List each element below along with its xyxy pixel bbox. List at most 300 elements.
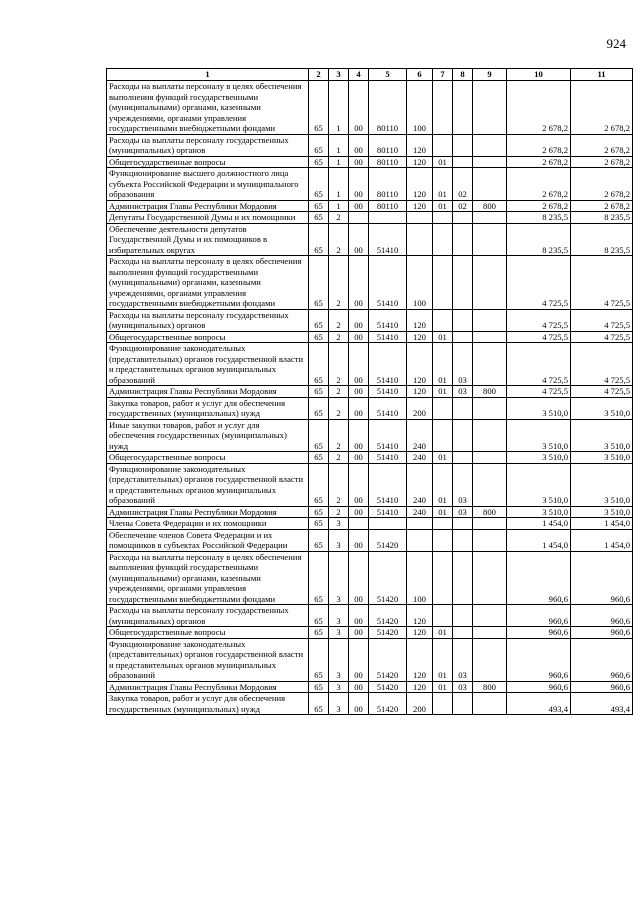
row-cell-col2: 65 — [309, 693, 329, 715]
row-cell-col9: 800 — [473, 506, 507, 518]
row-name-cell: Администрация Главы Республики Мордовия — [107, 506, 309, 518]
table-row — [107, 256, 633, 310]
row-cell-col8 — [453, 529, 473, 551]
row-cell-col4: 00 — [349, 331, 369, 343]
column-header-4: 4 — [349, 69, 369, 81]
row-cell-col7 — [433, 134, 453, 156]
row-cell-col4: 00 — [349, 605, 369, 627]
row-name-cell: Администрация Главы Республики Мордовия — [107, 681, 309, 693]
row-cell-col6: 120 — [407, 343, 433, 386]
row-cell-col8 — [453, 551, 473, 605]
row-cell-col5: 51420 — [369, 627, 407, 639]
row-cell-col10: 4 725,5 — [507, 331, 571, 343]
row-cell-col5: 51410 — [369, 309, 407, 331]
row-cell-col5: 80110 — [369, 168, 407, 201]
table-row — [107, 200, 633, 212]
row-cell-col8 — [453, 134, 473, 156]
row-cell-col6 — [407, 212, 433, 224]
row-cell-col11: 2 678,2 — [571, 81, 633, 135]
row-cell-col8 — [453, 256, 473, 310]
row-cell-col4: 00 — [349, 343, 369, 386]
table-row — [107, 331, 633, 343]
row-cell-col9: 800 — [473, 200, 507, 212]
row-cell-col4: 00 — [349, 134, 369, 156]
row-cell-col8: 03 — [453, 386, 473, 398]
row-cell-col4: 00 — [349, 200, 369, 212]
row-cell-col7: 01 — [433, 331, 453, 343]
row-cell-col2: 65 — [309, 168, 329, 201]
row-cell-col3: 3 — [329, 638, 349, 681]
row-cell-col9 — [473, 463, 507, 506]
row-cell-col10: 3 510,0 — [507, 419, 571, 452]
row-cell-col6: 240 — [407, 506, 433, 518]
row-cell-col8 — [453, 223, 473, 256]
row-cell-col10: 3 510,0 — [507, 397, 571, 419]
row-cell-col5: 51410 — [369, 463, 407, 506]
row-cell-col6 — [407, 518, 433, 530]
row-name-cell: Администрация Главы Республики Мордовия — [107, 200, 309, 212]
row-cell-col7: 01 — [433, 168, 453, 201]
row-cell-col8 — [453, 212, 473, 224]
row-cell-col7 — [433, 518, 453, 530]
table-row — [107, 529, 633, 551]
row-cell-col8 — [453, 309, 473, 331]
row-cell-col3: 2 — [329, 256, 349, 310]
row-name-cell: Депутаты Государственной Думы и их помощники — [107, 212, 309, 224]
row-cell-col11: 1 454,0 — [571, 518, 633, 530]
row-name-cell: Функционирование высшего должностного лица субъекта Российской Федерации и муниципального образования — [107, 168, 309, 201]
table-body — [107, 81, 633, 715]
row-cell-col4: 00 — [349, 256, 369, 310]
row-cell-col9 — [473, 223, 507, 256]
row-cell-col11: 2 678,2 — [571, 200, 633, 212]
row-cell-col6: 120 — [407, 309, 433, 331]
row-name-cell: Общегосударственные вопросы — [107, 452, 309, 464]
row-cell-col10: 2 678,2 — [507, 156, 571, 168]
row-cell-col3: 2 — [329, 331, 349, 343]
row-cell-col8: 03 — [453, 506, 473, 518]
row-cell-col7 — [433, 693, 453, 715]
table-row — [107, 463, 633, 506]
row-name-cell: Функционирование законодательных (представительных) органов государственной власти и представительных органов муниципальных образований — [107, 343, 309, 386]
row-cell-col2: 65 — [309, 605, 329, 627]
row-cell-col4: 00 — [349, 223, 369, 256]
row-name-cell: Общегосударственные вопросы — [107, 156, 309, 168]
row-cell-col5: 51410 — [369, 223, 407, 256]
row-cell-col8 — [453, 605, 473, 627]
column-header-2: 2 — [309, 69, 329, 81]
row-cell-col2: 65 — [309, 627, 329, 639]
row-cell-col4: 00 — [349, 529, 369, 551]
row-cell-col9: 800 — [473, 681, 507, 693]
row-cell-col7: 01 — [433, 386, 453, 398]
table-row — [107, 386, 633, 398]
row-name-cell: Закупка товаров, работ и услуг для обеспечения государственных (муниципальных) нужд — [107, 693, 309, 715]
row-cell-col9 — [473, 256, 507, 310]
row-cell-col7 — [433, 605, 453, 627]
row-cell-col8 — [453, 452, 473, 464]
row-cell-col9 — [473, 343, 507, 386]
table-row — [107, 693, 633, 715]
row-cell-col3: 3 — [329, 605, 349, 627]
row-cell-col2: 65 — [309, 134, 329, 156]
row-cell-col7: 01 — [433, 627, 453, 639]
table-row — [107, 134, 633, 156]
row-cell-col8 — [453, 397, 473, 419]
row-cell-col5: 51420 — [369, 529, 407, 551]
row-name-cell: Закупка товаров, работ и услуг для обеспечения государственных (муниципальных) нужд — [107, 397, 309, 419]
row-cell-col11: 4 725,5 — [571, 331, 633, 343]
row-name-cell: Администрация Главы Республики Мордовия — [107, 386, 309, 398]
row-cell-col7 — [433, 551, 453, 605]
row-cell-col8 — [453, 331, 473, 343]
row-cell-col5: 51410 — [369, 256, 407, 310]
row-cell-col4: 00 — [349, 693, 369, 715]
row-cell-col6: 120 — [407, 638, 433, 681]
row-cell-col3: 2 — [329, 309, 349, 331]
row-cell-col6: 120 — [407, 331, 433, 343]
row-cell-col11: 960,6 — [571, 681, 633, 693]
row-cell-col5: 51410 — [369, 419, 407, 452]
row-cell-col5: 51420 — [369, 551, 407, 605]
row-cell-col3: 3 — [329, 693, 349, 715]
row-cell-col10: 960,6 — [507, 638, 571, 681]
row-cell-col8 — [453, 627, 473, 639]
row-cell-col11: 4 725,5 — [571, 309, 633, 331]
row-cell-col7 — [433, 529, 453, 551]
row-cell-col9: 800 — [473, 386, 507, 398]
row-cell-col8: 03 — [453, 681, 473, 693]
row-cell-col6: 100 — [407, 81, 433, 135]
row-cell-col7: 01 — [433, 156, 453, 168]
row-cell-col3: 2 — [329, 343, 349, 386]
row-cell-col5: 51410 — [369, 397, 407, 419]
row-cell-col10: 8 235,5 — [507, 212, 571, 224]
row-name-cell: Расходы на выплаты персоналу в целях обеспечения выполнения функций государственными (муниципальными) органами, казенными учреждениями, органами управления государственными внебюджетными фондами — [107, 551, 309, 605]
row-cell-col7: 01 — [433, 638, 453, 681]
table-row — [107, 452, 633, 464]
row-cell-col8 — [453, 693, 473, 715]
row-cell-col2: 65 — [309, 256, 329, 310]
row-cell-col3: 1 — [329, 81, 349, 135]
table-row — [107, 638, 633, 681]
row-cell-col10: 960,6 — [507, 551, 571, 605]
row-cell-col9 — [473, 551, 507, 605]
row-cell-col3: 1 — [329, 134, 349, 156]
row-cell-col6 — [407, 223, 433, 256]
row-name-cell: Расходы на выплаты персоналу государственных (муниципальных) органов — [107, 134, 309, 156]
header-row — [107, 69, 633, 81]
row-cell-col2: 65 — [309, 212, 329, 224]
row-name-cell: Расходы на выплаты персоналу государственных (муниципальных) органов — [107, 605, 309, 627]
row-cell-col10: 2 678,2 — [507, 200, 571, 212]
table-row — [107, 551, 633, 605]
row-cell-col11: 4 725,5 — [571, 386, 633, 398]
table-row — [107, 168, 633, 201]
row-cell-col5: 80110 — [369, 81, 407, 135]
row-cell-col4: 00 — [349, 419, 369, 452]
table-row — [107, 309, 633, 331]
row-name-cell: Обеспечение деятельности депутатов Государственной Думы и их помощников в избирательных округах — [107, 223, 309, 256]
row-cell-col6: 240 — [407, 452, 433, 464]
row-name-cell: Члены Совета Федерации и их помощники — [107, 518, 309, 530]
table-row — [107, 223, 633, 256]
row-cell-col3: 1 — [329, 156, 349, 168]
row-cell-col11: 3 510,0 — [571, 419, 633, 452]
row-cell-col11: 4 725,5 — [571, 343, 633, 386]
table-row — [107, 605, 633, 627]
row-cell-col10: 2 678,2 — [507, 81, 571, 135]
row-cell-col5: 80110 — [369, 156, 407, 168]
row-cell-col3: 1 — [329, 200, 349, 212]
row-cell-col4: 00 — [349, 309, 369, 331]
row-cell-col3: 3 — [329, 681, 349, 693]
row-cell-col5: 51410 — [369, 452, 407, 464]
row-cell-col6: 120 — [407, 386, 433, 398]
row-cell-col2: 65 — [309, 156, 329, 168]
row-cell-col9 — [473, 134, 507, 156]
row-cell-col2: 65 — [309, 200, 329, 212]
row-cell-col5: 51410 — [369, 343, 407, 386]
row-cell-col10: 4 725,5 — [507, 309, 571, 331]
row-cell-col11: 4 725,5 — [571, 256, 633, 310]
column-header-10: 10 — [507, 69, 571, 81]
column-header-1: 1 — [107, 69, 309, 81]
row-cell-col11: 960,6 — [571, 551, 633, 605]
row-cell-col10: 960,6 — [507, 605, 571, 627]
row-cell-col8: 03 — [453, 463, 473, 506]
row-cell-col10: 2 678,2 — [507, 134, 571, 156]
row-cell-col9 — [473, 605, 507, 627]
row-cell-col3: 2 — [329, 397, 349, 419]
row-cell-col8: 02 — [453, 168, 473, 201]
row-cell-col8 — [453, 419, 473, 452]
table-row — [107, 156, 633, 168]
row-cell-col8 — [453, 518, 473, 530]
row-cell-col2: 65 — [309, 343, 329, 386]
row-cell-col9 — [473, 518, 507, 530]
row-cell-col11: 8 235,5 — [571, 223, 633, 256]
row-cell-col11: 2 678,2 — [571, 134, 633, 156]
row-cell-col9 — [473, 397, 507, 419]
row-cell-col5 — [369, 212, 407, 224]
row-cell-col10: 2 678,2 — [507, 168, 571, 201]
row-cell-col11: 3 510,0 — [571, 397, 633, 419]
row-cell-col11: 960,6 — [571, 627, 633, 639]
row-cell-col7 — [433, 212, 453, 224]
table-row — [107, 681, 633, 693]
budget-table — [106, 68, 633, 715]
row-cell-col11: 2 678,2 — [571, 156, 633, 168]
row-cell-col6: 100 — [407, 256, 433, 310]
row-cell-col3: 1 — [329, 168, 349, 201]
row-cell-col7 — [433, 309, 453, 331]
row-cell-col9 — [473, 627, 507, 639]
row-cell-col9 — [473, 638, 507, 681]
row-cell-col5 — [369, 518, 407, 530]
row-cell-col3: 2 — [329, 223, 349, 256]
row-cell-col9 — [473, 693, 507, 715]
row-cell-col2: 65 — [309, 386, 329, 398]
row-cell-col6 — [407, 529, 433, 551]
row-cell-col4 — [349, 518, 369, 530]
row-cell-col2: 65 — [309, 551, 329, 605]
row-cell-col11: 960,6 — [571, 638, 633, 681]
row-cell-col6: 120 — [407, 627, 433, 639]
row-cell-col2: 65 — [309, 518, 329, 530]
row-cell-col7: 01 — [433, 506, 453, 518]
row-cell-col7: 01 — [433, 343, 453, 386]
row-cell-col3: 3 — [329, 529, 349, 551]
row-cell-col7 — [433, 397, 453, 419]
row-cell-col9 — [473, 168, 507, 201]
row-cell-col6: 120 — [407, 681, 433, 693]
row-cell-col4: 00 — [349, 452, 369, 464]
row-cell-col7: 01 — [433, 681, 453, 693]
row-cell-col7: 01 — [433, 452, 453, 464]
row-cell-col2: 65 — [309, 452, 329, 464]
row-cell-col5: 51410 — [369, 386, 407, 398]
row-name-cell: Общегосударственные вопросы — [107, 331, 309, 343]
row-cell-col5: 51410 — [369, 331, 407, 343]
row-cell-col6: 100 — [407, 551, 433, 605]
row-cell-col10: 1 454,0 — [507, 529, 571, 551]
row-cell-col6: 120 — [407, 605, 433, 627]
row-cell-col4: 00 — [349, 638, 369, 681]
row-cell-col3: 3 — [329, 518, 349, 530]
table-row — [107, 506, 633, 518]
row-cell-col3: 3 — [329, 627, 349, 639]
row-cell-col2: 65 — [309, 223, 329, 256]
row-name-cell: Общегосударственные вопросы — [107, 627, 309, 639]
row-cell-col9 — [473, 331, 507, 343]
row-cell-col2: 65 — [309, 463, 329, 506]
row-cell-col5: 51410 — [369, 506, 407, 518]
row-cell-col9 — [473, 212, 507, 224]
row-cell-col6: 240 — [407, 463, 433, 506]
row-cell-col6: 120 — [407, 168, 433, 201]
row-cell-col11: 2 678,2 — [571, 168, 633, 201]
table-row — [107, 343, 633, 386]
row-cell-col11: 3 510,0 — [571, 506, 633, 518]
row-cell-col3: 2 — [329, 506, 349, 518]
table-row — [107, 419, 633, 452]
row-cell-col10: 4 725,5 — [507, 256, 571, 310]
row-cell-col4: 00 — [349, 397, 369, 419]
row-cell-col7: 01 — [433, 463, 453, 506]
row-cell-col11: 493,4 — [571, 693, 633, 715]
row-cell-col3: 2 — [329, 212, 349, 224]
table-row — [107, 212, 633, 224]
row-name-cell: Функционирование законодательных (представительных) органов государственной власти и представительных органов муниципальных образований — [107, 638, 309, 681]
row-cell-col5: 51420 — [369, 638, 407, 681]
table-row — [107, 397, 633, 419]
column-header-6: 6 — [407, 69, 433, 81]
row-name-cell: Иные закупки товаров, работ и услуг для обеспечения государственных (муниципальных) нужд — [107, 419, 309, 452]
row-name-cell: Обеспечение членов Совета Федерации и их помощников в субъектах Российской Федерации — [107, 529, 309, 551]
page-number: 924 — [606, 36, 626, 51]
row-cell-col10: 3 510,0 — [507, 463, 571, 506]
row-cell-col8: 02 — [453, 200, 473, 212]
row-cell-col8 — [453, 81, 473, 135]
row-cell-col10: 960,6 — [507, 627, 571, 639]
row-cell-col2: 65 — [309, 681, 329, 693]
column-header-3: 3 — [329, 69, 349, 81]
row-cell-col10: 493,4 — [507, 693, 571, 715]
row-cell-col3: 2 — [329, 452, 349, 464]
row-cell-col4: 00 — [349, 168, 369, 201]
column-header-11: 11 — [571, 69, 633, 81]
column-header-5: 5 — [369, 69, 407, 81]
row-name-cell: Расходы на выплаты персоналу в целях обеспечения выполнения функций государственными (муниципальными) органами, казенными учреждениями, органами управления государственными внебюджетными фондами — [107, 256, 309, 310]
row-cell-col6: 120 — [407, 200, 433, 212]
row-cell-col2: 65 — [309, 81, 329, 135]
row-cell-col5: 51420 — [369, 605, 407, 627]
row-cell-col9 — [473, 81, 507, 135]
row-cell-col4 — [349, 212, 369, 224]
table-row — [107, 518, 633, 530]
row-cell-col6: 200 — [407, 397, 433, 419]
row-cell-col10: 4 725,5 — [507, 386, 571, 398]
row-cell-col11: 960,6 — [571, 605, 633, 627]
row-cell-col4: 00 — [349, 81, 369, 135]
row-cell-col9 — [473, 156, 507, 168]
table-row — [107, 627, 633, 639]
row-cell-col4: 00 — [349, 551, 369, 605]
row-cell-col3: 3 — [329, 551, 349, 605]
row-cell-col9 — [473, 452, 507, 464]
row-cell-col7 — [433, 256, 453, 310]
row-cell-col2: 65 — [309, 309, 329, 331]
row-cell-col6: 200 — [407, 693, 433, 715]
row-cell-col7 — [433, 223, 453, 256]
row-cell-col6: 240 — [407, 419, 433, 452]
row-cell-col6: 120 — [407, 134, 433, 156]
row-cell-col6: 120 — [407, 156, 433, 168]
row-cell-col2: 65 — [309, 331, 329, 343]
row-cell-col11: 8 235,5 — [571, 212, 633, 224]
row-cell-col4: 00 — [349, 506, 369, 518]
row-cell-col5: 51420 — [369, 693, 407, 715]
row-cell-col5: 80110 — [369, 200, 407, 212]
row-cell-col7 — [433, 419, 453, 452]
row-cell-col3: 2 — [329, 463, 349, 506]
row-cell-col8: 03 — [453, 638, 473, 681]
row-cell-col11: 1 454,0 — [571, 529, 633, 551]
row-cell-col4: 00 — [349, 463, 369, 506]
row-cell-col8 — [453, 156, 473, 168]
row-cell-col10: 960,6 — [507, 681, 571, 693]
table-row — [107, 81, 633, 135]
row-name-cell: Расходы на выплаты персоналу в целях обеспечения выполнения функций государственными (муниципальными) органами, казенными учреждениями, органами управления государственными внебюджетными фондами — [107, 81, 309, 135]
row-cell-col9 — [473, 419, 507, 452]
row-cell-col4: 00 — [349, 386, 369, 398]
row-cell-col9 — [473, 529, 507, 551]
row-cell-col10: 8 235,5 — [507, 223, 571, 256]
column-header-7: 7 — [433, 69, 453, 81]
row-cell-col3: 2 — [329, 419, 349, 452]
row-name-cell: Расходы на выплаты персоналу государственных (муниципальных) органов — [107, 309, 309, 331]
row-cell-col9 — [473, 309, 507, 331]
row-cell-col10: 3 510,0 — [507, 506, 571, 518]
row-cell-col5: 51420 — [369, 681, 407, 693]
row-cell-col4: 00 — [349, 156, 369, 168]
row-name-cell: Функционирование законодательных (представительных) органов государственной власти и представительных органов муниципальных образований — [107, 463, 309, 506]
row-cell-col2: 65 — [309, 506, 329, 518]
row-cell-col5: 80110 — [369, 134, 407, 156]
row-cell-col10: 3 510,0 — [507, 452, 571, 464]
column-header-9: 9 — [473, 69, 507, 81]
